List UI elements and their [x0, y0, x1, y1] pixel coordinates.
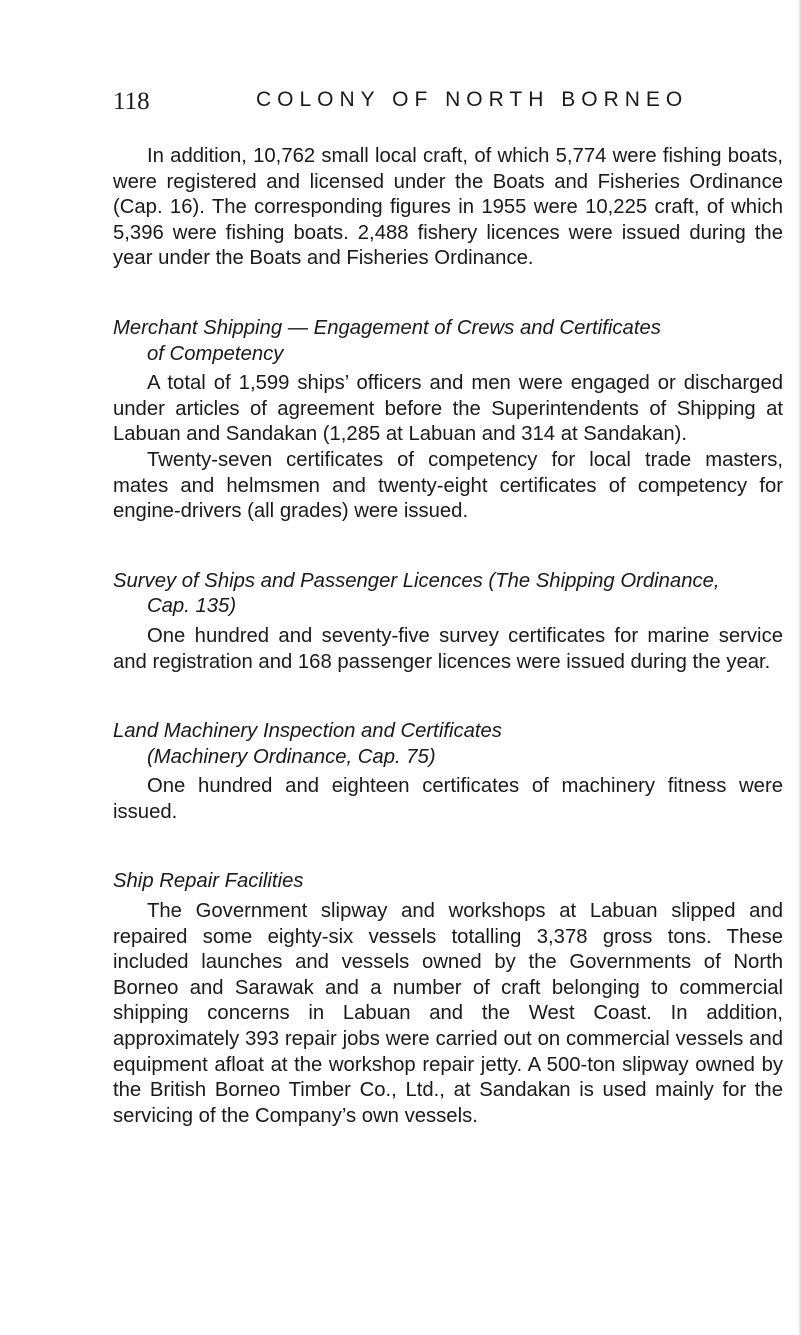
document-page — [113, 82, 783, 1129]
heading-line: Ship Repair Facilities — [113, 870, 304, 893]
paragraph: Twenty-seven certificates of competency for local trade masters, mates and helmsmen and twenty-eight certificates of competency for engine-drivers (all grades) were issued. — [113, 448, 783, 523]
paragraph: The Government slipway and workshops at Labuan slipped and repaired some eighty-six vessels totalling 3,378 gross tons. These included launches and vessels owned by the Governments of North Borneo and Sarawak and a number of craft belonging to commercial shipping concerns in Labuan and the West Coast. In addition, approximately 393 repair jobs were carried out on commercial vessels and equipment afloat at the workshop repair jetty. A 500-ton slipway owned by the British Borneo Timber Co., Ltd., at Sandakan is used mainly for the servicing of the Company’s own vessels. — [113, 900, 783, 1127]
section-heading — [113, 316, 783, 367]
section-heading — [113, 569, 783, 620]
section-ship-repair — [113, 869, 783, 1129]
header-title: COLONY OF NORTH BORNEO — [256, 88, 689, 111]
section-survey-of-ships — [113, 569, 783, 675]
paragraph: One hundred and eighteen certificates of machinery fitness were issued. — [113, 775, 783, 823]
section-heading — [113, 719, 783, 770]
heading-line-continued: Cap. 135) — [147, 595, 237, 618]
section-heading — [113, 869, 783, 895]
paragraph: One hundred and seventy-five survey certificates for marine service and registration and 168 passenger licences were issued during the year. — [113, 624, 783, 673]
section-merchant-shipping — [113, 316, 783, 525]
paragraph: In addition, 10,762 small local craft, of which 5,774 were fishing boats, were registered and licensed under the Boats and Fisheries Ordinance (Cap. 16). The corresponding figures in 1955 were 10,225 craft, of which 5,396 were fishing boats. 2,488 fishery licences were issued during the year under the Boats and Fisheries Ordinance. — [113, 145, 783, 270]
page-number: 118 — [113, 88, 150, 115]
section-land-machinery — [113, 719, 783, 825]
running-head — [113, 82, 783, 122]
paragraph: A total of 1,599 ships’ officers and men were engaged or discharged under articles of agreement before the Superintendents of Shipping at Labuan and Sandakan (1,285 at Labuan and 314 at Sandakan). — [113, 372, 783, 446]
heading-line: Land Machinery Inspection and Certificates — [113, 720, 502, 743]
heading-line: Merchant Shipping — Engagement of Crews and Certificates — [113, 316, 661, 339]
heading-line-continued: of Competency — [147, 342, 284, 365]
heading-line: Survey of Ships and Passenger Licences (The Shipping Ordinance, — [113, 569, 720, 592]
heading-line-continued: (Machinery Ordinance, Cap. 75) — [147, 745, 436, 768]
section-boats-fisheries — [113, 144, 783, 272]
